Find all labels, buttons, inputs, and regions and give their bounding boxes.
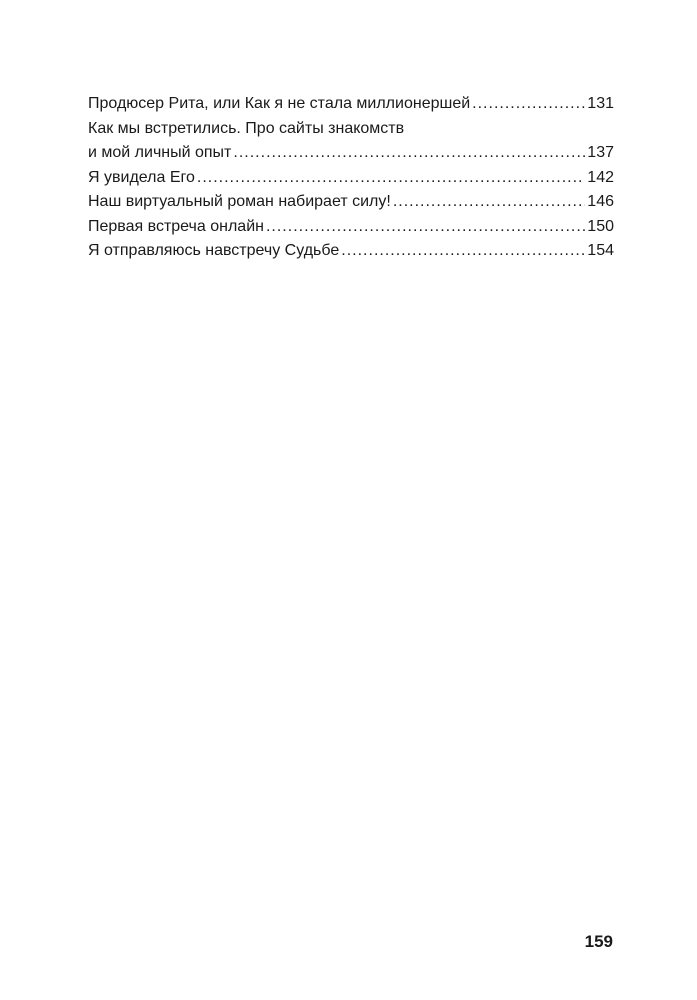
toc-entry-title: Первая встреча онлайн [88,217,264,235]
dot-leader [341,239,585,264]
page-number: 159 [584,932,613,951]
toc-line [88,141,614,166]
toc-entry-title: Наш виртуальный роман набирает силу! [88,193,391,210]
dot-leader [472,92,585,117]
dot-leader [393,190,585,215]
toc-entry-title: Я увидела Его [88,168,195,186]
dot-leader [197,166,585,191]
toc-line [88,190,614,215]
toc-entry-title: Продюсер Рита, или Как я не стала миллионершей [88,95,471,112]
toc-entry [88,117,614,166]
toc-entry-page: 154 [587,242,614,259]
toc-entry-page: 150 [587,217,614,235]
toc-entry-title: Я отправляюсь навстречу Судьбе [88,242,340,259]
toc-entry-page: 142 [587,168,614,186]
toc-entry-title: Как мы встретились. Про сайты знакомств [88,119,405,137]
toc-entry-title-continued: и мой личный опыт [88,144,232,161]
toc-entry [88,215,614,240]
toc-entry-page: 131 [587,95,614,112]
toc-entry-page: 146 [587,193,614,210]
toc-entry [88,190,614,215]
toc-line [88,239,614,264]
toc-line [88,117,614,142]
toc-line [88,92,614,117]
table-of-contents [88,92,614,264]
dot-leader [266,215,585,240]
toc-entry [88,92,614,117]
toc-entry [88,239,614,264]
toc-line [88,166,614,191]
toc-entry [88,166,614,191]
toc-line [88,215,614,240]
toc-entry-page: 137 [587,144,614,161]
dot-leader [233,141,585,166]
